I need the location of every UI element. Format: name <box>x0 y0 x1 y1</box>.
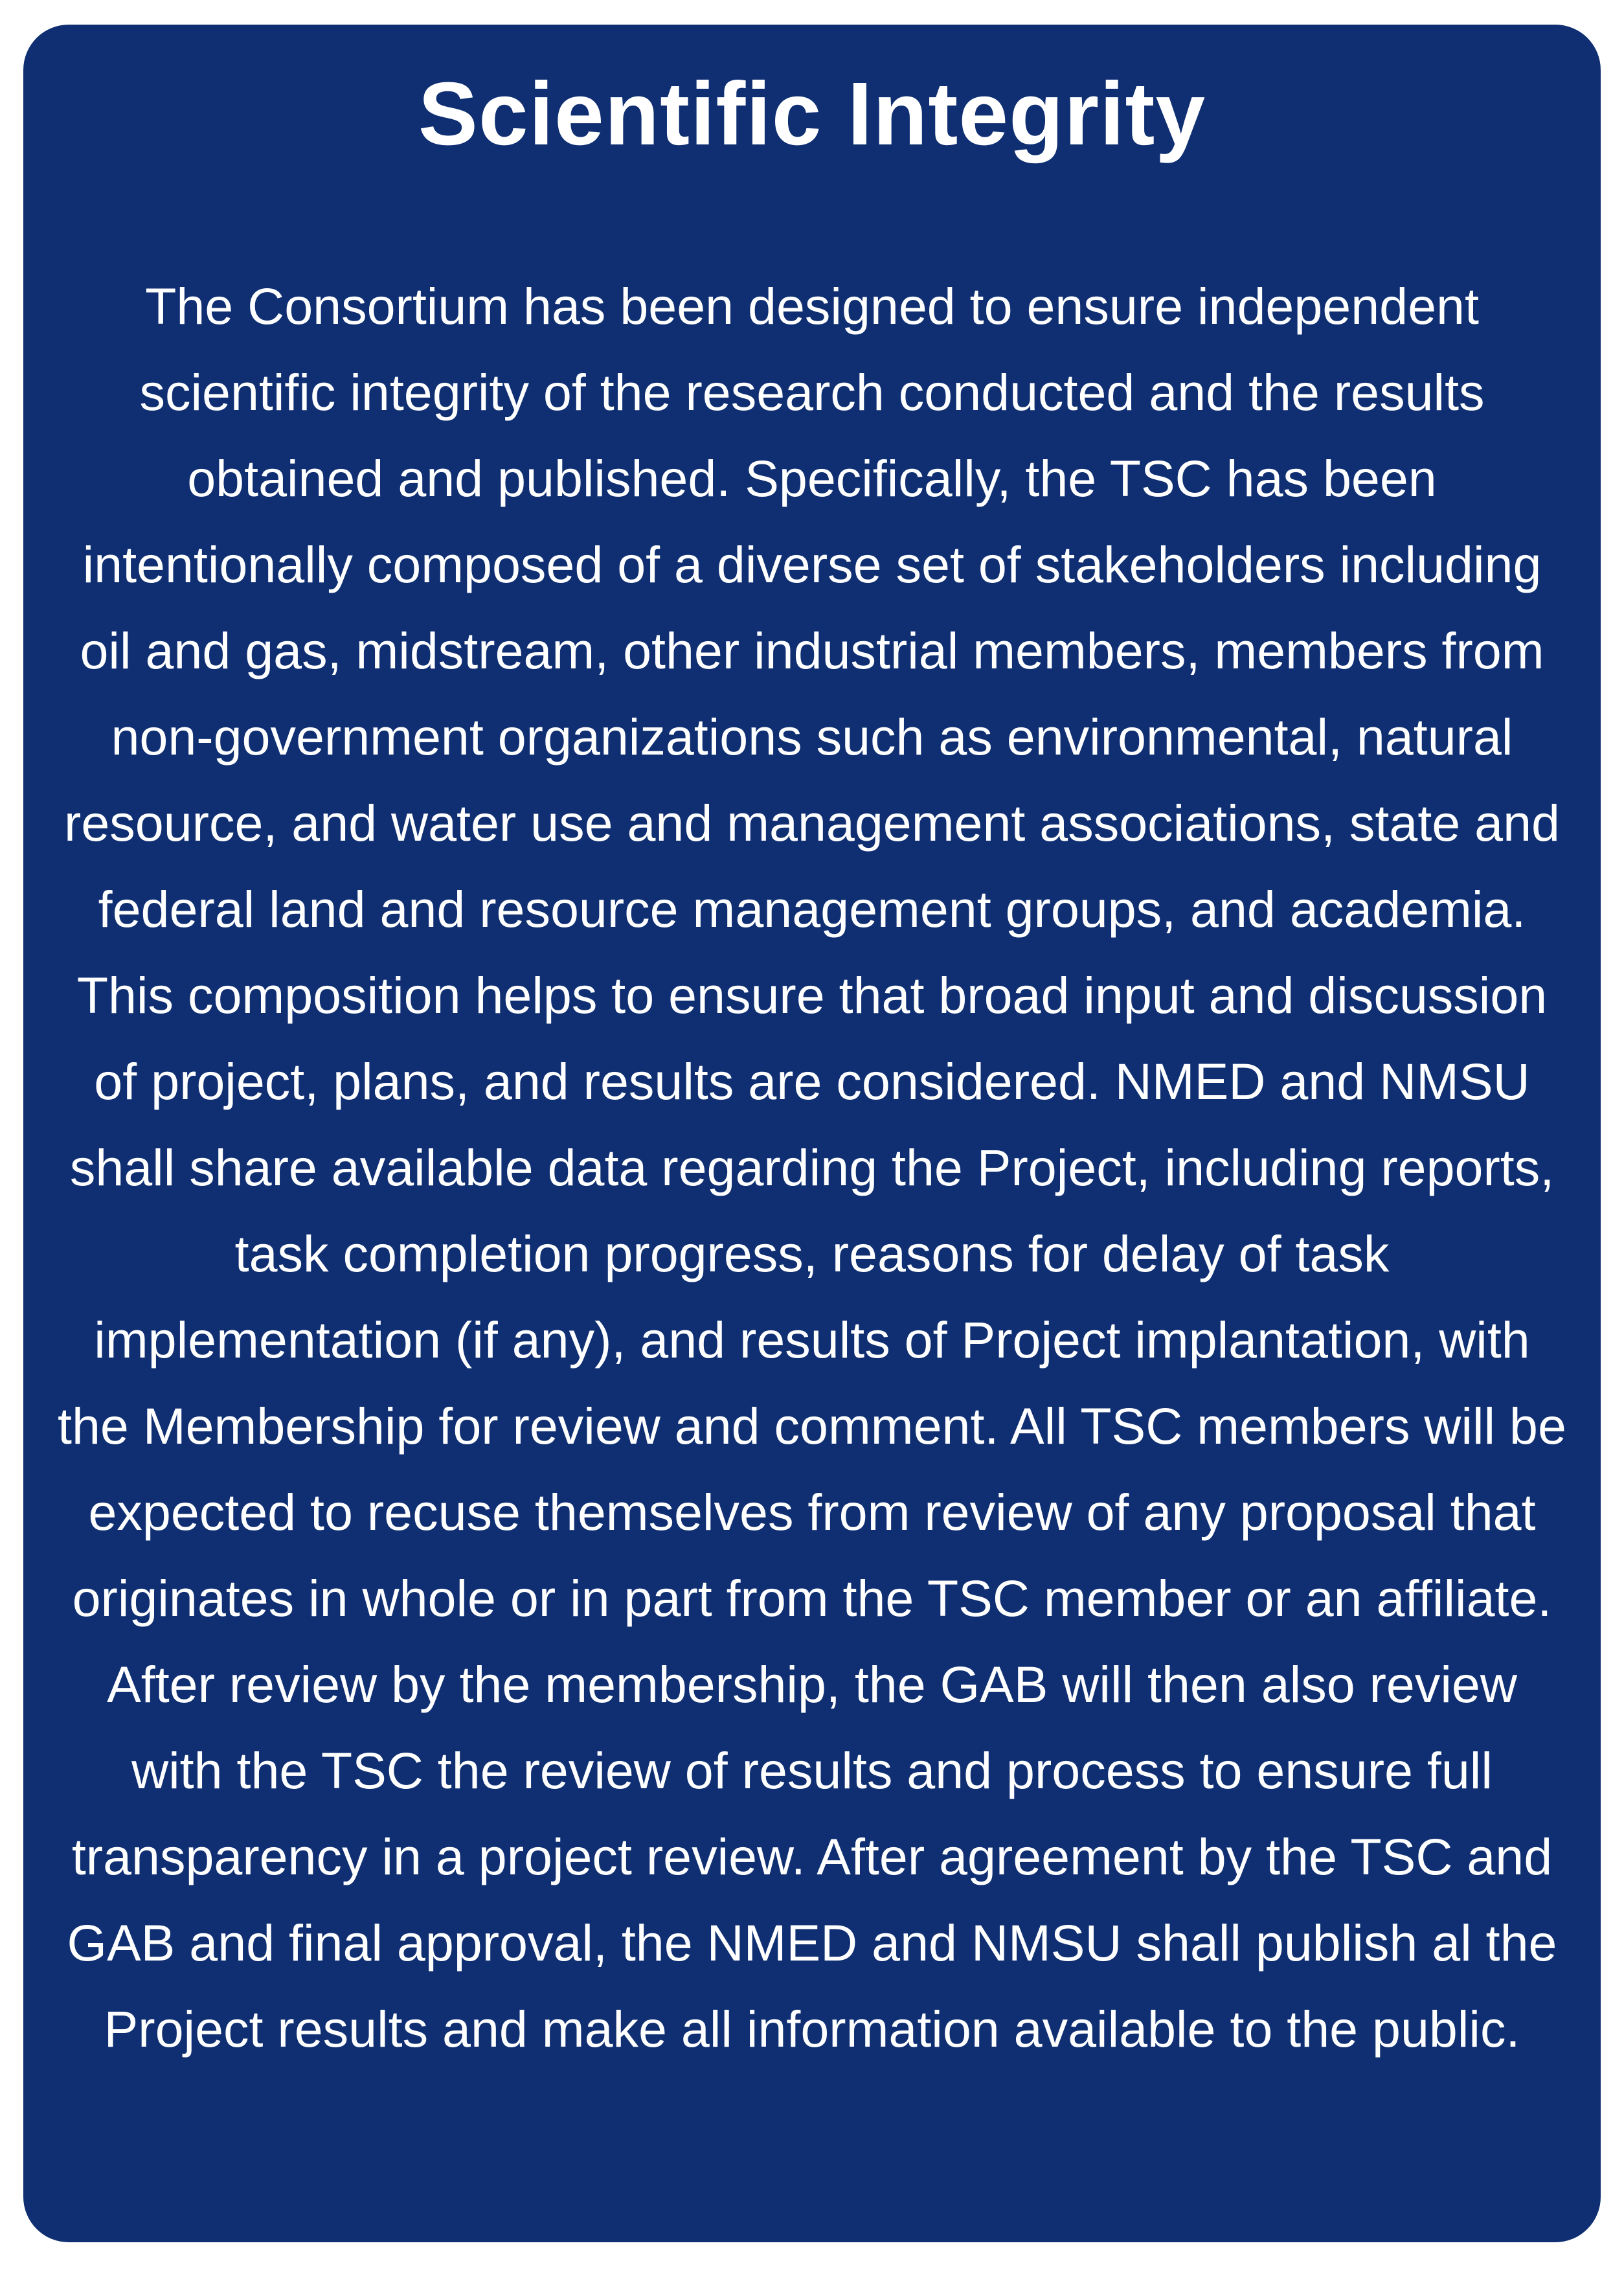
card-body-text: The Consortium has been designed to ensure independent scientific integrity of the research conducted and the results obtained and published. Specifically, the TSC has been intentionally composed of a diverse set of stakeholders including oil and gas, midstream, other industrial members, members from non-government organizations such as environmental, natural resource, and water use and management associations, state and federal land and resource management groups, and academia. This composition helps to ensure that broad input and discussion of project, plans, and results are considered. NMED and NMSU shall share available data regarding the Project, including reports, task completion progress, reasons for delay of task implementation (if any), and results of Project implantation, with the Membership for review and comment. All TSC members will be expected to recuse themselves from review of any proposal that originates in whole or in part from the TSC member or an affiliate. After review by the membership, the GAB will then also review with the TSC the review of results and process to ensure full transparency in a project review. After agreement by the TSC and GAB and final approval, the NMED and NMSU shall publish al the Project results and make all information available to the public. <box>58 277 1566 2058</box>
card-title: Scientific Integrity <box>418 64 1206 164</box>
scientific-integrity-card <box>23 25 1601 2242</box>
